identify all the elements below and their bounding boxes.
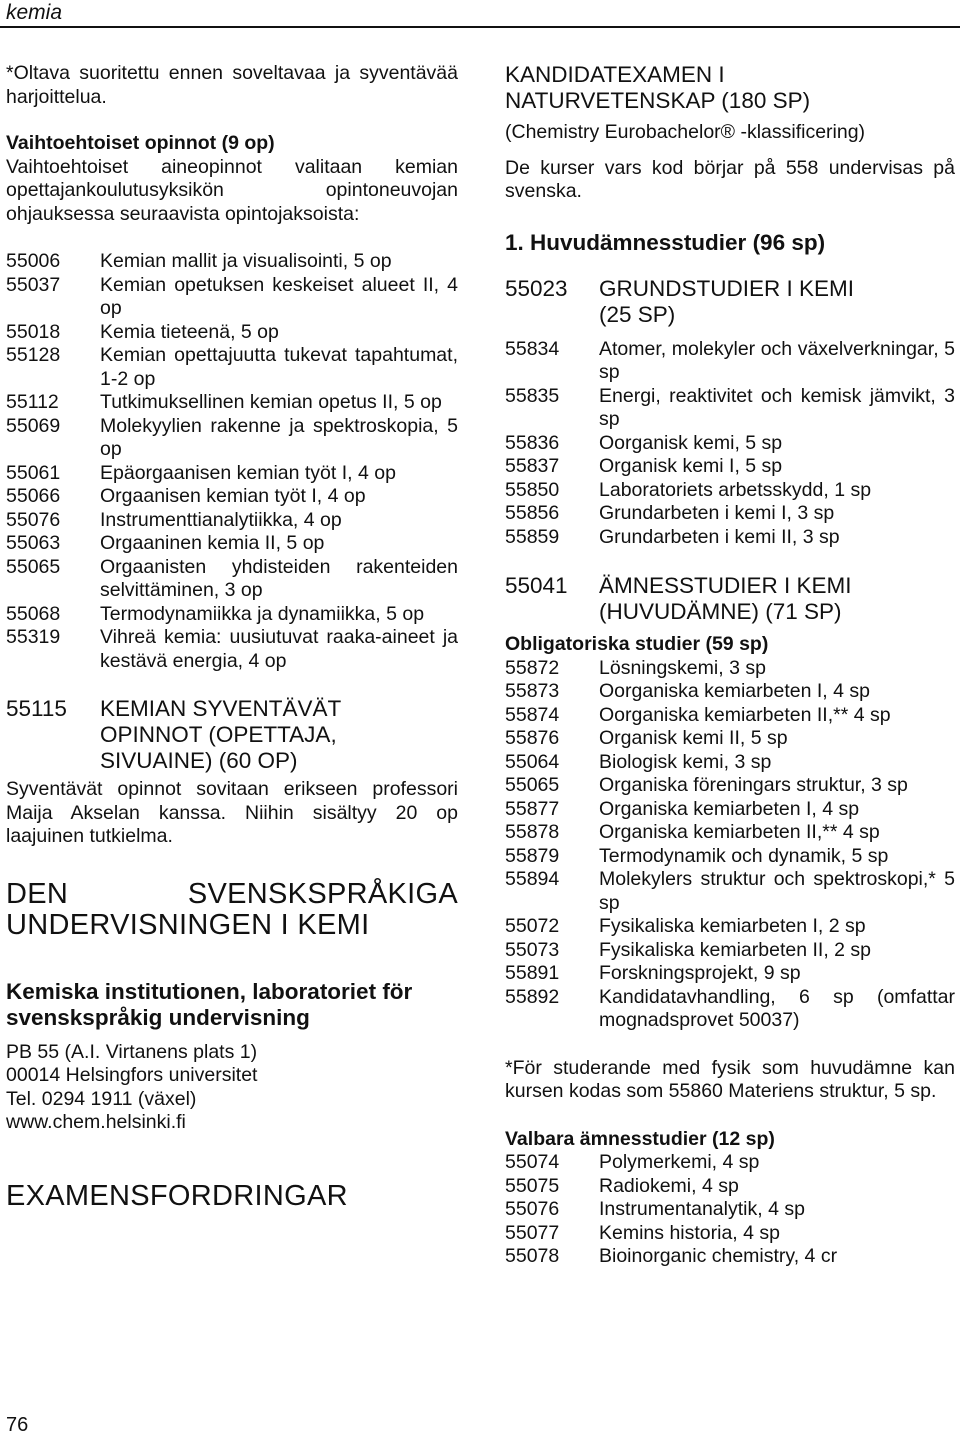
course-entry [505, 1245, 955, 1269]
course-code: 55856 [505, 502, 560, 524]
advanced-code: 55115 [6, 696, 67, 721]
course-entry [505, 385, 955, 432]
course-title: Organisk kemi II, 5 sp [599, 727, 788, 749]
course-title: Lösningskemi, 3 sp [599, 656, 766, 679]
course-code: 55006 [6, 250, 61, 272]
basic-code: 55023 [505, 275, 568, 301]
course-code: 55018 [6, 320, 61, 343]
course-entry [505, 845, 955, 869]
course-code: 55837 [505, 455, 560, 477]
course-code: 55078 [505, 1245, 560, 1267]
left-column [6, 62, 458, 1212]
course-entry [505, 939, 955, 963]
course-entry [6, 344, 458, 391]
course-title: Grundarbeten i kemi II, 3 sp [599, 525, 840, 548]
course-code: 55877 [505, 797, 560, 820]
course-code: 55069 [6, 414, 61, 437]
course-entry [6, 321, 458, 345]
course-entry [505, 432, 955, 456]
optional-intro: Vaihtoehtoiset aineopinnot valitaan kemian opettajankoulutusyksikön opintoneuvojan ohjauksessa seuraavista opintojaksoista: [6, 155, 458, 225]
course-entry [505, 751, 955, 775]
advanced-title: KEMIAN SYVENTÄVÄT OPINNOT (OPETTAJA, SIVUAINE) (60 OP) [100, 696, 341, 773]
course-title: Polymerkemi, 4 sp [599, 1151, 760, 1173]
course-title: Oorganiska kemiarbeten II,** 4 sp [599, 703, 891, 726]
course-code: 55874 [505, 703, 560, 726]
course-title: Energi, reaktivitet och kemisk jämvikt, 3 sp [599, 384, 955, 430]
course-title: Tutkimuksellinen kemian opetus II, 5 op [100, 391, 442, 413]
header-divider [0, 26, 960, 28]
course-code: 55319 [6, 626, 61, 648]
course-code: 55066 [6, 485, 61, 507]
course-entry [505, 821, 955, 845]
address-line: PB 55 (A.I. Virtanens plats 1) [6, 1040, 258, 1063]
course-title: Orgaanisten yhdisteiden rakenteiden selvittäminen, 3 op [100, 555, 458, 601]
course-entry [505, 1198, 955, 1222]
course-list [6, 250, 458, 673]
course-entry [505, 868, 955, 915]
course-entry [505, 962, 955, 986]
course-entry [505, 1151, 955, 1175]
course-entry [505, 479, 955, 503]
course-title: Kandidatavhandling, 6 sp (omfattar mognadsprovet 50037) [599, 985, 955, 1031]
mandatory-course-list [505, 657, 955, 1033]
course-entry [505, 502, 955, 526]
course-code: 55894 [505, 868, 560, 890]
course-entry [505, 657, 955, 681]
main-subject-heading: 1. Huvudämnesstudier (96 sp) [505, 229, 826, 255]
course-title: Orgaanisen kemian työt I, 4 op [100, 485, 366, 507]
swedish-teaching-heading: DEN SVENSKSPRÅKIGA UNDERVISNINGEN I KEMI [6, 877, 458, 941]
course-entry [6, 462, 458, 486]
course-title: Radiokemi, 4 sp [599, 1174, 739, 1197]
section-header: kemia [6, 1, 63, 24]
address-line: 00014 Helsingfors universitet [6, 1064, 258, 1086]
course-code: 55065 [6, 555, 61, 578]
mandatory-heading: Obligatoriska studier (59 sp) [505, 633, 769, 655]
course-title: Oorganiska kemiarbeten I, 4 sp [599, 680, 870, 702]
course-entry [6, 603, 458, 627]
elective-heading: Valbara ämnesstudier (12 sp) [505, 1127, 775, 1150]
course-title: Termodynamik och dynamik, 5 sp [599, 844, 889, 867]
physics-footnote: *För studerande med fysik som huvudämne kan kursen kodas som 55860 Materiens struktur, 5 sp. [505, 1056, 955, 1102]
right-column [505, 62, 955, 1269]
course-code: 55064 [505, 750, 560, 773]
course-title: Epäorgaanisen kemian työt I, 4 op [100, 461, 396, 484]
subject-title: ÄMNESSTUDIER I KEMI (HUVUDÄMNE) (71 SP) [599, 573, 852, 624]
page-number: 76 [6, 1414, 29, 1436]
course-title: Organiska kemiarbeten I, 4 sp [599, 797, 860, 820]
course-title: Fysikaliska kemiarbeten I, 2 sp [599, 915, 866, 937]
institution-heading: Kemiska institutionen, laboratoriet för svenskspråkig undervisning [6, 978, 413, 1030]
course-code: 55074 [505, 1151, 560, 1173]
course-code: 55068 [6, 602, 61, 625]
course-title: Orgaaninen kemia II, 5 op [100, 532, 325, 554]
course-code: 55075 [505, 1174, 560, 1197]
basic-title: GRUNDSTUDIER I KEMI (25 SP) [599, 275, 855, 327]
course-code: 55112 [6, 391, 59, 413]
course-title: Molekylers struktur och spektroskopi,* 5 sp [599, 868, 955, 914]
course-title: Kemia tieteenä, 5 op [100, 320, 279, 343]
course-code: 55076 [6, 508, 61, 531]
course-code: 55128 [6, 344, 61, 366]
course-entry [6, 509, 458, 533]
course-code: 55077 [505, 1221, 560, 1244]
course-entry [6, 415, 458, 462]
course-entry [505, 704, 955, 728]
course-entry [505, 798, 955, 822]
course-title: Kemins historia, 4 sp [599, 1221, 780, 1244]
course-entry [6, 626, 458, 673]
address-line: Tel. 0294 1911 (växel) [6, 1087, 197, 1110]
course-code: 55873 [505, 680, 560, 702]
course-code: 55872 [505, 656, 560, 679]
course-title: Grundarbeten i kemi I, 3 sp [599, 502, 835, 524]
basic-studies-entry [505, 276, 955, 328]
course-entry [505, 338, 955, 385]
course-title: Kemian mallit ja visualisointi, 5 op [100, 250, 392, 272]
advanced-studies-entry [6, 696, 458, 774]
course-title: Termodynamiikka ja dynamiikka, 5 op [100, 602, 425, 625]
course-entry [6, 274, 458, 321]
classification-note: (Chemistry Eurobachelor® -klassificering) [505, 121, 866, 143]
course-entry [505, 526, 955, 550]
course-code: 55065 [505, 774, 560, 796]
website-link[interactable]: www.chem.helsinki.fi [6, 1111, 186, 1133]
course-code: 55891 [505, 962, 560, 984]
degree-title: KANDIDATEXAMEN I NATURVETENSKAP (180 SP) [505, 62, 811, 113]
course-code: 55892 [505, 985, 560, 1008]
course-entry [505, 1222, 955, 1246]
course-entry [6, 556, 458, 603]
course-code: 55859 [505, 525, 560, 548]
course-entry [505, 680, 955, 704]
course-title: Instrumentanalytik, 4 sp [599, 1198, 805, 1220]
course-title: Biologisk kemi, 3 sp [599, 750, 772, 773]
course-entry [505, 774, 955, 798]
course-code: 55835 [505, 384, 560, 407]
course-title: Oorganisk kemi, 5 sp [599, 431, 783, 454]
course-title: Molekyylien rakenne ja spektroskopia, 5 op [100, 414, 458, 460]
course-title: Bioinorganic chemistry, 4 cr [599, 1245, 838, 1267]
course-code: 55876 [505, 727, 560, 749]
basic-course-list [505, 338, 955, 550]
course-code: 55063 [6, 532, 61, 554]
course-entry [505, 915, 955, 939]
course-code: 55072 [505, 915, 560, 937]
course-entry [6, 485, 458, 509]
optional-heading: Vaihtoehtoiset opinnot (9 op) [6, 132, 275, 154]
course-title: Fysikaliska kemiarbeten II, 2 sp [599, 938, 872, 961]
exam-requirements-heading: EXAMENSFORDRINGAR [6, 1179, 348, 1212]
subject-code: 55041 [505, 573, 568, 598]
course-code: 55879 [505, 844, 560, 867]
course-code: 55836 [505, 431, 560, 454]
advanced-text: Syventävät opinnot sovitaan erikseen professori Maija Akselan kanssa. Niihin sisältyy 20 op laajuinen tutkielma. [6, 778, 458, 847]
course-code: 55834 [505, 337, 560, 360]
intro-text: De kurser vars kod börjar på 558 undervisas på svenska. [505, 156, 955, 202]
course-code: 55076 [505, 1198, 560, 1220]
course-entry [505, 1175, 955, 1199]
footnote-text: *Oltava suoritettu ennen soveltavaa ja syventävää harjoittelua. [6, 62, 458, 108]
course-title: Organiska föreningars struktur, 3 sp [599, 774, 908, 796]
course-code: 55073 [505, 938, 560, 961]
course-code: 55878 [505, 821, 560, 843]
course-code: 55037 [6, 273, 61, 296]
course-entry [6, 391, 458, 415]
elective-course-list [505, 1151, 955, 1269]
course-entry [505, 986, 955, 1033]
course-title: Kemian opettajuutta tukevat tapahtumat, 1-2 op [100, 344, 458, 390]
course-title: Organisk kemi I, 5 sp [599, 455, 783, 477]
address-block [6, 1041, 458, 1135]
course-title: Vihreä kemia: uusiutuvat raaka-aineet ja kestävä energia, 4 op [100, 626, 458, 672]
course-title: Forskningsprojekt, 9 sp [599, 962, 801, 984]
course-code: 55850 [505, 478, 560, 501]
course-title: Organiska kemiarbeten II,** 4 sp [599, 821, 880, 843]
course-entry [6, 532, 458, 556]
course-title: Kemian opetuksen keskeiset alueet II, 4 op [100, 273, 458, 319]
course-entry [6, 250, 458, 274]
subject-studies-entry [505, 573, 955, 625]
course-title: Laboratoriets arbetsskydd, 1 sp [599, 478, 872, 501]
course-entry [505, 455, 955, 479]
course-entry [505, 727, 955, 751]
course-title: Instrumenttianalytiikka, 4 op [100, 508, 342, 531]
course-title: Atomer, molekyler och växelverkningar, 5 sp [599, 337, 955, 383]
course-code: 55061 [6, 461, 61, 484]
